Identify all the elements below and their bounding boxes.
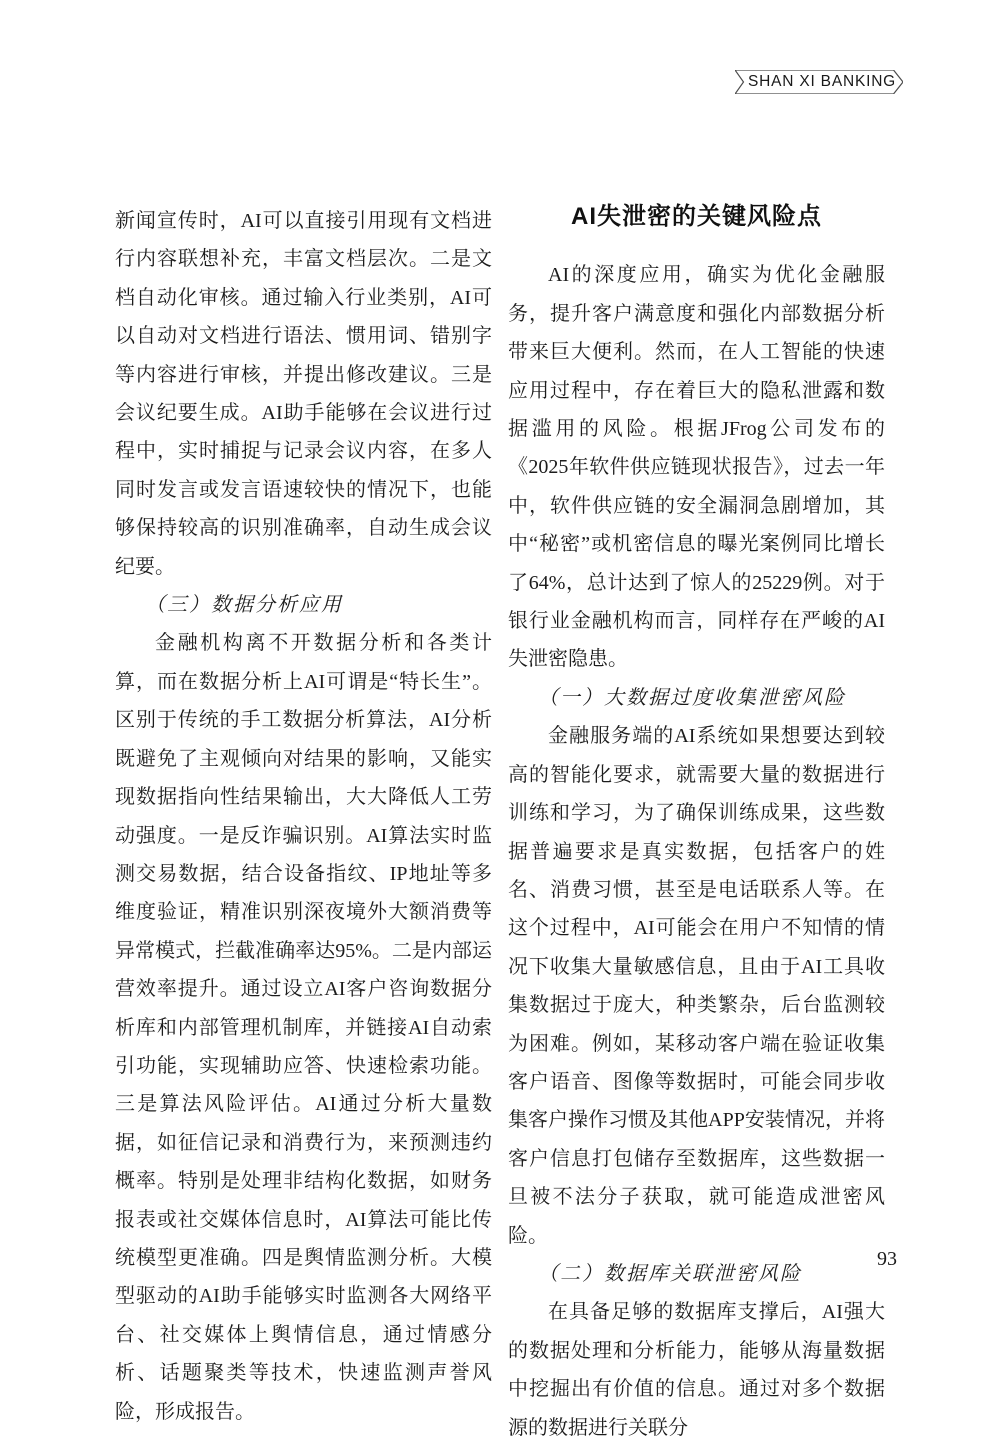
paragraph-data-analysis-detail: 金融机构离不开数据分析和各类计算，而在数据分析上AI可谓是“特长生”。区别于传统的手工数据分析算法，AI分析既避免了主观倾向对结果的影响，又能实现数据指向性结果输出，大大降低人工劳动强度。一是反诈骗识别。AI算法实时监测交易数据，结合设备指纹、IP地址等多维度验证，精准识别深夜境外大额消费等异常模式，拦截准确率达95%。二是内部运营效率提升。通过设立AI客户咨询数据分析库和内部管理机制库，并链接AI自动索引功能，实现辅助应答、快速检索功能。三是算法风险评估。AI通过分析大量数据，如征信记录和消费行为，来预测违约概率。特别是处理非结构化数据，如财务报表或社交媒体信息时，AI算法可能比传统模型更准确。四是舆情监测分析。大模型驱动的AI助手能够实时监测各大网络平台、社交媒体上舆情信息，通过情感分析、话题聚类等技术，快速监测声誉风险，形成报告。 bbox=[115, 632, 492, 1423]
article-title: AI失泄密的关键风险点 bbox=[571, 203, 822, 230]
section-heading-data-analysis: （三）数据分析应用 bbox=[145, 594, 343, 617]
paragraph-ai-risk-intro: AI的深度应用，确实为优化金融服务，提升客户满意度和强化内部数据分析带来巨大便利。然而，在人工智能的快速应用过程中，存在着巨大的隐私泄露和数据滥用的风险。根据JFrog公司发布的《2025年软件供应链现状报告》，过去一年中，软件供应链的安全漏洞急剧增加，其中“秘密”或机密信息的曝光案例同比增长了64%，总计达到了惊人的25229例。对于银行业金融机构而言，同样存在严峻的AI失泄密隐患。 bbox=[508, 264, 885, 671]
page-number: 93 bbox=[877, 1248, 897, 1270]
journal-banner bbox=[735, 70, 903, 94]
paragraph-database-association-detail: 在具备足够的数据库支撑后，AI强大的数据处理和分析能力，能够从海量数据中挖掘出有价值的信息。通过对多个数据源的数据进行关联分 bbox=[508, 1301, 885, 1439]
section-heading-overcollection-risk: （一）大数据过度收集泄密风险 bbox=[538, 686, 846, 709]
paragraph-ai-document-application: 新闻宣传时，AI可以直接引用现有文档进行内容联想补充，丰富文档层次。二是文档自动化审核。通过输入行业类别，AI可以自动对文档进行语法、惯用词、错别字等内容进行审核，并提出修改建议。三是会议纪要生成。AI助手能够在会议进行过程中，实时捕捉与记录会议内容，在多人同时发言或发言语速较快的情况下，也能够保持较高的识别准确率，自动生成会议纪要。 bbox=[115, 210, 492, 578]
right-column bbox=[508, 198, 885, 1447]
paragraph-overcollection-detail: 金融服务端的AI系统如果想要达到较高的智能化要求，就需要大量的数据进行训练和学习，为了确保训练成果，这些数据普遍要求是真实数据，包括客户的姓名、消费习惯，甚至是电话联系人等。在这个过程中，AI可能会在用户不知情的情况下收集大量敏感信息，且由于AI工具收集数据过于庞大，种类繁杂，后台监测较为困难。例如，某移动客户端在验证收集客户语音、图像等数据时，可能会同步收集客户操作习惯及其他APP安装情况，并将客户信息打包储存至数据库，这些数据一旦被不法分子获取，就可能造成泄密风险。 bbox=[508, 725, 885, 1247]
left-column bbox=[115, 202, 492, 1431]
section-heading-database-association-risk: （二）数据库关联泄密风险 bbox=[538, 1262, 802, 1285]
journal-banner-label: SHAN XI BANKING bbox=[747, 73, 897, 90]
